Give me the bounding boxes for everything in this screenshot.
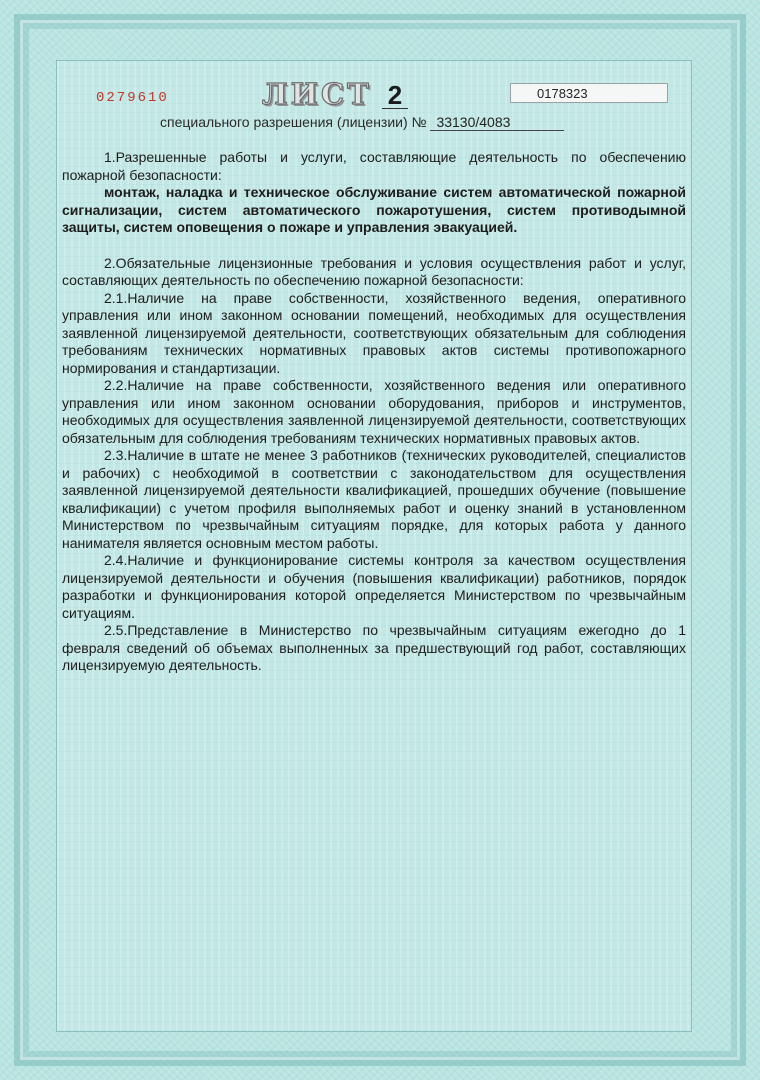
license-number: 33130/4083 xyxy=(430,114,564,131)
section1-works: монтаж, наладка и техническое обслуживание систем автоматической пожарной сигнализации, систем автоматического пожаротушения, систем противодымной защиты, систем оповещения о пожаре и управления эвакуацией. xyxy=(62,184,686,235)
requirement-2-1: 2.1.Наличие на праве собственности, хозяйственного ведения, оперативного управления или ином законном основании помещений, необходимых для осуществления заявленной лицензируемой деятельности, соответствующих обязательным для соблюдения требованиям технических нормативных правовых актов системы противопожарного нормирования и стандартизации. xyxy=(62,289,686,376)
requirement-2-5: 2.5.Представление в Министерство по чрезвычайным ситуациям ежегодно до 1 февраля сведений об объемах выполненных за предшествующий год работ, составляющих лицензируемую деятельность. xyxy=(62,622,686,673)
requirement-2-4: 2.4.Наличие и функционирование системы контроля за качеством осуществления лицензируемой деятельности и обучения (повышения квалификации) работников, порядок разработки и функционирования которой определяется Министерством по чрезвычайным ситуациям. xyxy=(62,552,686,621)
document-body xyxy=(62,149,686,675)
requirement-2-3: 2.3.Наличие в штате не менее 3 работников (технических руководителей, специалистов и рабочих) с необходимой в соответствии с законодательством для осуществления заявленной лицензируемой деятельности квалификацией, прошедших обучение (повышение квалификации) с учетом профиля выполняемых работ и оценку знаний в установленном Министерством по чрезвычайным ситуациям порядке, для которых работа у данного нанимателя является основным местом работы. xyxy=(62,447,686,551)
section-gap xyxy=(62,237,686,255)
sheet-number: 2 xyxy=(382,82,408,109)
requirement-2-2: 2.2.Наличие на праве собственности, хозяйственного ведения или оперативного управления или ином законном основании оборудования, приборов и инструментов, необходимых для осуществления заявленной лицензируемой деятельности, соответствующих обязательным для соблюдения требованиям технических нормативных правовых актов. xyxy=(62,377,686,446)
serial-number-left: 0279610 xyxy=(96,90,169,106)
license-line xyxy=(160,114,600,131)
sheet-title xyxy=(262,77,408,111)
section2-intro: 2.Обязательные лицензионные требования и условия осуществления работ и услуг, составляющих деятельность по обеспечению пожарной безопасности: xyxy=(62,254,686,288)
serial-number-box: 0178323 xyxy=(510,83,668,103)
sheet-title-word: ЛИСТ xyxy=(262,77,372,111)
license-label: специального разрешения (лицензии) № xyxy=(160,114,427,130)
section1-intro: 1.Разрешенные работы и услуги, составляющие деятельность по обеспечению пожарной безопасности: xyxy=(62,149,686,183)
